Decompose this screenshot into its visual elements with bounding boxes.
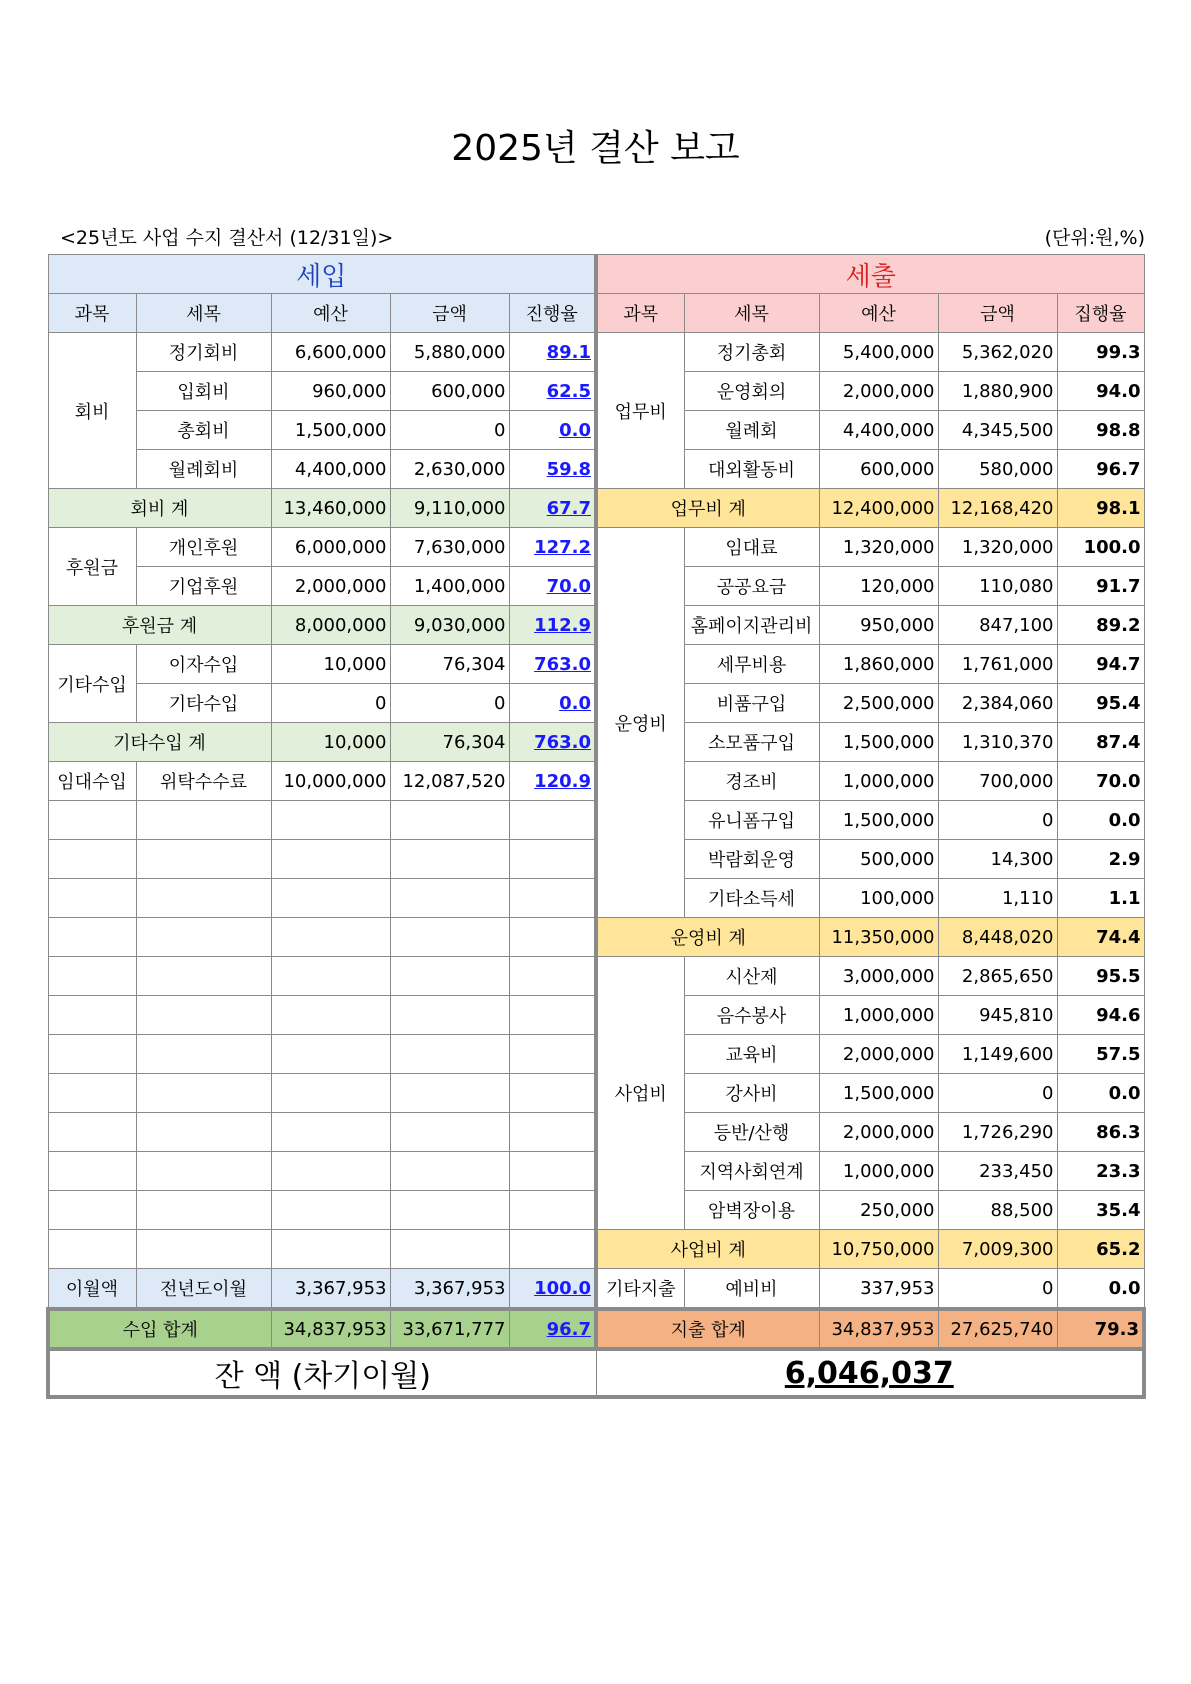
empty-cell	[136, 957, 271, 996]
expense-budget: 1,860,000	[819, 645, 938, 684]
income-item: 전년도이월	[136, 1269, 271, 1310]
col-header-amount: 금액	[938, 294, 1057, 333]
expense-category: 사업비	[596, 957, 684, 1230]
expense-item: 임대료	[684, 528, 819, 567]
expense-execution: 95.4	[1057, 684, 1144, 723]
empty-cell	[390, 996, 509, 1035]
income-amount: 0	[390, 411, 509, 450]
empty-cell	[48, 1191, 136, 1230]
expense-subtotal-label: 업무비 계	[596, 489, 819, 528]
col-header-item: 세목	[684, 294, 819, 333]
empty-cell	[271, 1113, 390, 1152]
progress-link-text[interactable]: 59.8	[546, 458, 591, 480]
expense-execution: 0.0	[1057, 1269, 1144, 1310]
expense-item: 시산제	[684, 957, 819, 996]
empty-cell	[390, 918, 509, 957]
expense-budget: 2,000,000	[819, 1035, 938, 1074]
progress-link-text[interactable]: 763.0	[534, 653, 591, 675]
expense-amount: 110,080	[938, 567, 1057, 606]
expense-item: 유니폼구입	[684, 801, 819, 840]
expense-execution: 2.9	[1057, 840, 1144, 879]
income-budget: 0	[271, 684, 390, 723]
expense-execution: 0.0	[1057, 1074, 1144, 1113]
balance-row	[48, 1349, 1144, 1397]
balance-label: 잔 액 (차기이월)	[48, 1349, 596, 1397]
income-amount: 9,030,000	[390, 606, 509, 645]
expense-execution: 1.1	[1057, 879, 1144, 918]
expense-execution: 57.5	[1057, 1035, 1144, 1074]
expense-budget: 2,000,000	[819, 1113, 938, 1152]
empty-cell	[48, 801, 136, 840]
expense-amount: 1,726,290	[938, 1113, 1057, 1152]
expense-item: 경조비	[684, 762, 819, 801]
empty-cell	[136, 1191, 271, 1230]
income-progress-link[interactable]	[509, 723, 596, 762]
empty-cell	[390, 840, 509, 879]
expense-amount: 8,448,020	[938, 918, 1057, 957]
income-progress-link[interactable]	[509, 645, 596, 684]
income-item: 개인후원	[136, 528, 271, 567]
empty-cell	[48, 840, 136, 879]
expense-amount: 12,168,420	[938, 489, 1057, 528]
expense-execution: 94.6	[1057, 996, 1144, 1035]
expense-amount: 1,761,000	[938, 645, 1057, 684]
expense-amount: 1,110	[938, 879, 1057, 918]
expense-budget: 1,500,000	[819, 1074, 938, 1113]
income-progress-link[interactable]	[509, 489, 596, 528]
empty-cell	[390, 801, 509, 840]
progress-link-text[interactable]: 127.2	[534, 536, 591, 558]
table-row	[48, 333, 1144, 372]
empty-cell	[48, 918, 136, 957]
empty-cell	[136, 1230, 271, 1269]
table-row	[48, 528, 1144, 567]
expense-budget: 500,000	[819, 840, 938, 879]
empty-cell	[48, 879, 136, 918]
empty-cell	[509, 918, 596, 957]
income-amount: 7,630,000	[390, 528, 509, 567]
income-category: 이월액	[48, 1269, 136, 1310]
expense-budget: 337,953	[819, 1269, 938, 1310]
subtotal-row	[48, 918, 1144, 957]
expense-execution: 23.3	[1057, 1152, 1144, 1191]
expense-amount: 0	[938, 1269, 1057, 1310]
income-total-amount: 33,671,777	[390, 1309, 509, 1349]
col-header-budget: 예산	[271, 294, 390, 333]
income-item: 위탁수수료	[136, 762, 271, 801]
income-budget: 13,460,000	[271, 489, 390, 528]
expense-amount: 1,880,900	[938, 372, 1057, 411]
empty-cell	[271, 1074, 390, 1113]
expense-amount: 5,362,020	[938, 333, 1057, 372]
expense-execution: 0.0	[1057, 801, 1144, 840]
income-budget: 960,000	[271, 372, 390, 411]
empty-cell	[136, 918, 271, 957]
income-progress-link[interactable]	[509, 450, 596, 489]
empty-cell	[509, 879, 596, 918]
expense-item: 예비비	[684, 1269, 819, 1310]
income-category: 회비	[48, 333, 136, 489]
income-amount: 12,087,520	[390, 762, 509, 801]
empty-cell	[136, 1152, 271, 1191]
expense-category: 업무비	[596, 333, 684, 489]
empty-cell	[271, 1230, 390, 1269]
income-budget: 6,000,000	[271, 528, 390, 567]
empty-cell	[271, 957, 390, 996]
empty-cell	[136, 801, 271, 840]
empty-cell	[509, 1191, 596, 1230]
income-item: 정기회비	[136, 333, 271, 372]
expense-subtotal-label: 운영비 계	[596, 918, 819, 957]
col-header-category: 과목	[48, 294, 136, 333]
income-amount: 2,630,000	[390, 450, 509, 489]
expense-execution: 65.2	[1057, 1230, 1144, 1269]
expense-item: 박람회운영	[684, 840, 819, 879]
expense-budget: 1,500,000	[819, 723, 938, 762]
total-row	[48, 1309, 1144, 1349]
expense-item: 기타소득세	[684, 879, 819, 918]
expense-item: 비품구입	[684, 684, 819, 723]
expense-item: 강사비	[684, 1074, 819, 1113]
col-header-item: 세목	[136, 294, 271, 333]
column-header-row	[48, 294, 1144, 333]
progress-link-text[interactable]: 120.9	[534, 770, 591, 792]
income-progress-link[interactable]	[509, 762, 596, 801]
expense-budget: 3,000,000	[819, 957, 938, 996]
expense-execution: 86.3	[1057, 1113, 1144, 1152]
empty-cell	[390, 1152, 509, 1191]
empty-cell	[271, 1152, 390, 1191]
income-subtotal-label: 기타수입 계	[48, 723, 271, 762]
expense-amount: 0	[938, 801, 1057, 840]
page-title: 2025년 결산 보고	[451, 128, 740, 169]
expense-execution: 35.4	[1057, 1191, 1144, 1230]
expense-budget: 12,400,000	[819, 489, 938, 528]
empty-cell	[509, 1074, 596, 1113]
empty-cell	[271, 1191, 390, 1230]
expense-category: 운영비	[596, 528, 684, 918]
expense-item: 홈페이지관리비	[684, 606, 819, 645]
empty-cell	[48, 1113, 136, 1152]
progress-link-text[interactable]: 96.7	[546, 1318, 591, 1340]
empty-cell	[48, 1074, 136, 1113]
expense-execution: 96.7	[1057, 450, 1144, 489]
expense-execution: 98.1	[1057, 489, 1144, 528]
expense-budget: 11,350,000	[819, 918, 938, 957]
section-header-row	[48, 255, 1144, 294]
expense-amount: 233,450	[938, 1152, 1057, 1191]
expense-execution: 100.0	[1057, 528, 1144, 567]
empty-cell	[48, 1152, 136, 1191]
col-header-amount: 금액	[390, 294, 509, 333]
col-header-category: 과목	[596, 294, 684, 333]
report-subtitle: <25년도 사업 수지 결산서 (12/31일)>	[60, 227, 394, 249]
income-subtotal-label: 회비 계	[48, 489, 271, 528]
empty-cell	[48, 1230, 136, 1269]
income-budget: 4,400,000	[271, 450, 390, 489]
expense-budget: 1,000,000	[819, 996, 938, 1035]
income-amount: 3,367,953	[390, 1269, 509, 1310]
empty-cell	[509, 996, 596, 1035]
expense-item: 등반/산행	[684, 1113, 819, 1152]
income-budget: 8,000,000	[271, 606, 390, 645]
expense-amount: 0	[938, 1074, 1057, 1113]
expense-amount: 14,300	[938, 840, 1057, 879]
progress-link-text[interactable]: 67.7	[546, 497, 591, 519]
empty-cell	[509, 1035, 596, 1074]
expense-total-amount: 27,625,740	[938, 1309, 1057, 1349]
expense-total-label: 지출 합계	[596, 1309, 819, 1349]
income-progress-link[interactable]	[509, 372, 596, 411]
empty-cell	[390, 1113, 509, 1152]
expense-category: 기타지출	[596, 1269, 684, 1310]
expense-budget: 950,000	[819, 606, 938, 645]
income-budget: 10,000	[271, 723, 390, 762]
empty-cell	[48, 957, 136, 996]
expense-header: 세출	[596, 255, 1144, 294]
expense-total-execution: 79.3	[1057, 1309, 1144, 1349]
progress-link-text[interactable]: 0.0	[559, 692, 591, 714]
expense-total-budget: 34,837,953	[819, 1309, 938, 1349]
expense-amount: 4,345,500	[938, 411, 1057, 450]
expense-execution: 95.5	[1057, 957, 1144, 996]
expense-execution: 98.8	[1057, 411, 1144, 450]
expense-execution: 74.4	[1057, 918, 1144, 957]
empty-cell	[390, 1191, 509, 1230]
empty-cell	[271, 918, 390, 957]
empty-cell	[271, 840, 390, 879]
expense-item: 음수봉사	[684, 996, 819, 1035]
expense-amount: 1,320,000	[938, 528, 1057, 567]
expense-amount: 945,810	[938, 996, 1057, 1035]
empty-cell	[271, 801, 390, 840]
income-budget: 10,000	[271, 645, 390, 684]
expense-execution: 94.0	[1057, 372, 1144, 411]
expense-item: 정기총회	[684, 333, 819, 372]
income-budget: 6,600,000	[271, 333, 390, 372]
income-amount: 9,110,000	[390, 489, 509, 528]
empty-cell	[136, 879, 271, 918]
expense-execution: 70.0	[1057, 762, 1144, 801]
expense-item: 대외활동비	[684, 450, 819, 489]
empty-cell	[136, 996, 271, 1035]
expense-execution: 99.3	[1057, 333, 1144, 372]
empty-cell	[509, 801, 596, 840]
expense-item: 공공요금	[684, 567, 819, 606]
income-amount: 0	[390, 684, 509, 723]
empty-cell	[390, 879, 509, 918]
expense-budget: 10,750,000	[819, 1230, 938, 1269]
empty-cell	[271, 879, 390, 918]
income-budget: 1,500,000	[271, 411, 390, 450]
expense-amount: 847,100	[938, 606, 1057, 645]
expense-budget: 1,000,000	[819, 762, 938, 801]
balance-value: 6,046,037	[596, 1349, 1144, 1397]
expense-amount: 88,500	[938, 1191, 1057, 1230]
expense-amount: 2,865,650	[938, 957, 1057, 996]
income-progress-link[interactable]	[509, 411, 596, 450]
expense-amount: 700,000	[938, 762, 1057, 801]
empty-cell	[271, 1035, 390, 1074]
income-item: 기타수입	[136, 684, 271, 723]
income-header: 세입	[48, 255, 596, 294]
expense-budget: 2,500,000	[819, 684, 938, 723]
income-amount: 5,880,000	[390, 333, 509, 372]
expense-budget: 100,000	[819, 879, 938, 918]
empty-cell	[136, 1113, 271, 1152]
progress-link-text[interactable]: 0.0	[559, 419, 591, 441]
income-item: 월례회비	[136, 450, 271, 489]
expense-budget: 250,000	[819, 1191, 938, 1230]
col-header-progress: 진행율	[509, 294, 596, 333]
expense-execution: 87.4	[1057, 723, 1144, 762]
income-progress-link[interactable]	[509, 333, 596, 372]
expense-item: 교육비	[684, 1035, 819, 1074]
income-progress-link[interactable]	[509, 606, 596, 645]
empty-cell	[509, 1113, 596, 1152]
expense-amount: 580,000	[938, 450, 1057, 489]
subtotal-row	[48, 489, 1144, 528]
expense-execution: 91.7	[1057, 567, 1144, 606]
expense-amount: 2,384,060	[938, 684, 1057, 723]
income-category: 기타수입	[48, 645, 136, 723]
expense-budget: 1,320,000	[819, 528, 938, 567]
expense-amount: 1,310,370	[938, 723, 1057, 762]
expense-execution: 89.2	[1057, 606, 1144, 645]
expense-item: 운영회의	[684, 372, 819, 411]
empty-cell	[390, 1074, 509, 1113]
income-progress-link[interactable]	[509, 567, 596, 606]
expense-budget: 5,400,000	[819, 333, 938, 372]
expense-subtotal-label: 사업비 계	[596, 1230, 819, 1269]
expense-amount: 1,149,600	[938, 1035, 1057, 1074]
expense-item: 암벽장이용	[684, 1191, 819, 1230]
income-progress-link[interactable]	[509, 528, 596, 567]
empty-cell	[509, 840, 596, 879]
progress-link-text[interactable]: 70.0	[546, 575, 591, 597]
income-progress-link[interactable]	[509, 1269, 596, 1310]
progress-link-text[interactable]: 100.0	[534, 1277, 591, 1299]
progress-link-text[interactable]: 62.5	[546, 380, 591, 402]
income-progress-link[interactable]	[509, 684, 596, 723]
empty-cell	[509, 1152, 596, 1191]
empty-cell	[390, 957, 509, 996]
empty-cell	[509, 957, 596, 996]
income-item: 총회비	[136, 411, 271, 450]
income-category: 임대수입	[48, 762, 136, 801]
empty-cell	[48, 1035, 136, 1074]
unit-label: (단위:원,%)	[1044, 227, 1145, 249]
col-header-execution: 집행율	[1057, 294, 1144, 333]
expense-item: 지역사회연계	[684, 1152, 819, 1191]
expense-item: 소모품구입	[684, 723, 819, 762]
expense-budget: 4,400,000	[819, 411, 938, 450]
expense-budget: 600,000	[819, 450, 938, 489]
empty-cell	[48, 996, 136, 1035]
income-budget: 3,367,953	[271, 1269, 390, 1310]
progress-link-text[interactable]: 763.0	[534, 731, 591, 753]
income-budget: 2,000,000	[271, 567, 390, 606]
subtotal-row	[48, 1230, 1144, 1269]
expense-item: 세무비용	[684, 645, 819, 684]
table-row	[48, 957, 1144, 996]
expense-amount: 7,009,300	[938, 1230, 1057, 1269]
expense-execution: 94.7	[1057, 645, 1144, 684]
income-category: 후원금	[48, 528, 136, 606]
income-progress-link[interactable]	[509, 1309, 596, 1349]
carryover-row	[48, 1269, 1144, 1310]
income-subtotal-label: 후원금 계	[48, 606, 271, 645]
expense-item: 월례회	[684, 411, 819, 450]
empty-cell	[390, 1035, 509, 1074]
income-total-label: 수입 합계	[48, 1309, 271, 1349]
expense-budget: 1,000,000	[819, 1152, 938, 1191]
empty-cell	[509, 1230, 596, 1269]
progress-link-text[interactable]: 89.1	[546, 341, 591, 363]
income-amount: 76,304	[390, 645, 509, 684]
income-amount: 1,400,000	[390, 567, 509, 606]
col-header-budget: 예산	[819, 294, 938, 333]
income-total-budget: 34,837,953	[271, 1309, 390, 1349]
empty-cell	[136, 840, 271, 879]
expense-budget: 2,000,000	[819, 372, 938, 411]
empty-cell	[271, 996, 390, 1035]
income-item: 이자수입	[136, 645, 271, 684]
income-amount: 600,000	[390, 372, 509, 411]
expense-budget: 1,500,000	[819, 801, 938, 840]
income-amount: 76,304	[390, 723, 509, 762]
income-item: 기업후원	[136, 567, 271, 606]
settlement-table	[46, 254, 1146, 1399]
income-item: 입회비	[136, 372, 271, 411]
expense-budget: 120,000	[819, 567, 938, 606]
empty-cell	[390, 1230, 509, 1269]
empty-cell	[136, 1074, 271, 1113]
income-budget: 10,000,000	[271, 762, 390, 801]
progress-link-text[interactable]: 112.9	[534, 614, 591, 636]
empty-cell	[136, 1035, 271, 1074]
